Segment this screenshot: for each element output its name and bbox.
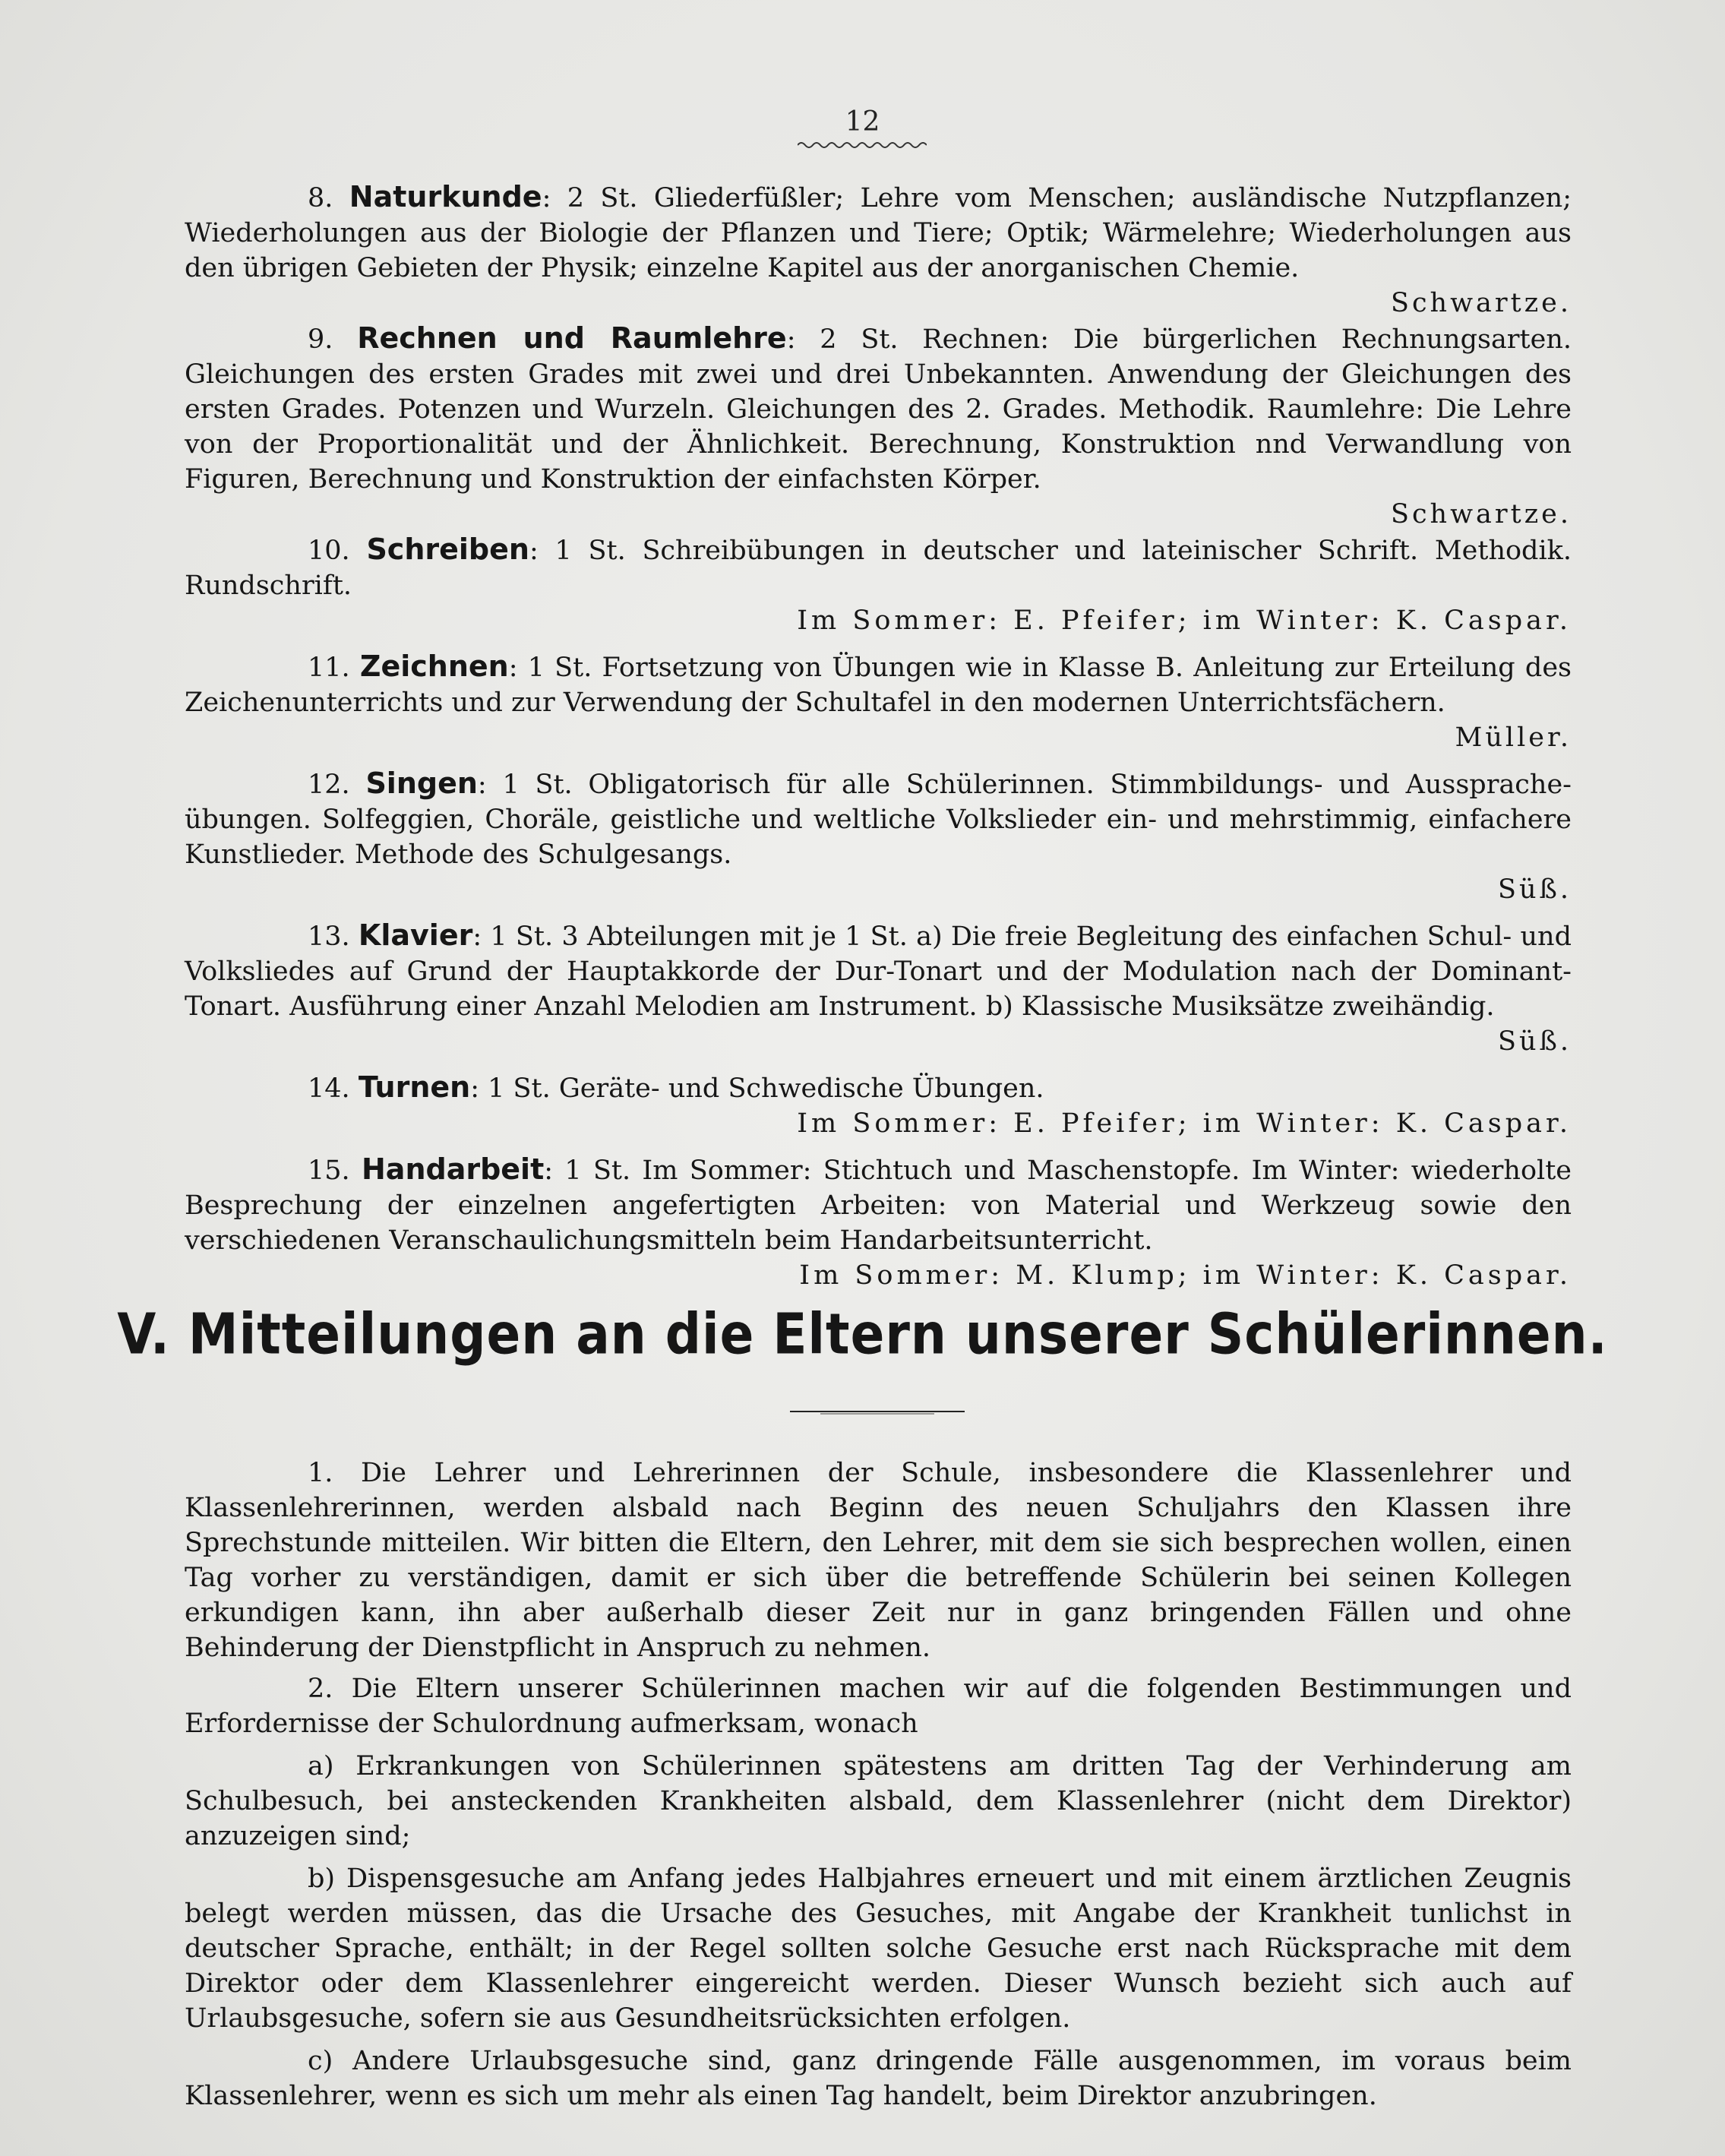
section-heading: V. Mitteilungen an die Eltern unserer Schülerinnen. xyxy=(117,1301,1608,1367)
item-number: 14. xyxy=(308,1073,350,1104)
teacher-name: Im Sommer: E. Pfeifer; im Winter: K. Caspar. xyxy=(797,1108,1572,1139)
teacher-name: Süß. xyxy=(1497,1026,1572,1057)
subject-item-rechnen xyxy=(185,321,1572,532)
subject-name: Singen xyxy=(365,767,478,800)
subject-list xyxy=(185,179,1572,1293)
item-number: 15. xyxy=(308,1155,350,1186)
teacher-name: Süß. xyxy=(1497,874,1572,905)
subject-item-zeichnen xyxy=(185,649,1572,755)
subject-text: : 1 St. Geräte- und Schwedische Übungen. xyxy=(470,1073,1044,1104)
subject-text: : 1 St. Fortsetzung von Übungen wie in Klasse B. Anleitung zur Erteilung des Zeichenunterrichts und zur Verwendung der Schultafel in den modernen Unterrichtsfächern. xyxy=(185,653,1572,718)
item-number: 9. xyxy=(308,324,333,355)
item-number: 11. xyxy=(308,653,350,683)
subject-name: Handarbeit xyxy=(362,1152,545,1186)
notice-paragraph-1: 1. Die Lehrer und Lehrerinnen der Schule, insbesondere die Klassenlehrer und Klassenlehrerinnen, werden alsbald nach Beginn des neuen Schuljahrs den Klassen ihre Sprechstunde mitteilen. Wir bitten die Eltern, den Lehrer, mit dem sie sich besprechen wollen, einen Tag vorher zu verständigen, damit er sich über die betreffende Schülerin bei seinen Kollegen erkundigen kann, ihn aber außerhalb dieser Zeit nur in ganz bringenden Fällen und ohne Behinderung der Dienstpflicht in Anspruch zu nehmen. xyxy=(185,1458,1572,1663)
parents-notice xyxy=(185,1456,1572,2113)
wavy-rule-ornament xyxy=(798,138,927,152)
subject-text: : 2 St. Rechnen: Die bürgerlichen Rechnungsarten. Gleichungen des ersten Grades mit zwei und drei Unbekannten. Anwendung der Gleichungen des ersten Grades. Potenzen und Wurzeln. Gleichungen des 2. Grades. Methodik. Raumlehre: Die Lehre von der Proportionalität und der Ähnlichkeit. Berechnung, Konstruktion nnd Verwandlung von Figuren, Berechnung und Konstruktion der einfachsten Körper. xyxy=(185,324,1572,495)
subject-item-turnen xyxy=(185,1070,1572,1141)
subject-name: Turnen xyxy=(358,1070,471,1104)
page-number: 12 xyxy=(845,106,880,138)
subject-item-schreiben xyxy=(185,532,1572,638)
teacher-name: Im Sommer: E. Pfeifer; im Winter: K. Caspar. xyxy=(797,605,1572,636)
subject-item-singen xyxy=(185,766,1572,907)
item-number: 12. xyxy=(308,770,350,800)
subject-item-handarbeit xyxy=(185,1152,1572,1293)
subject-text: : 1 St. Schreibübungen in deutscher und lateinischer Schrift. Methodik. Rundschrift. xyxy=(185,536,1572,601)
teacher-name: Schwartze. xyxy=(1390,499,1572,530)
item-number: 13. xyxy=(308,922,350,952)
decorative-rule xyxy=(790,1407,965,1416)
subject-name: Klavier xyxy=(358,918,473,952)
teacher-name: Im Sommer: M. Klump; im Winter: K. Caspar. xyxy=(799,1260,1572,1291)
teacher-name: Schwartze. xyxy=(1390,288,1572,318)
notice-item-b: b) Dispensgesuche am Anfang jedes Halbjahres erneuert und mit einem ärztlichen Zeugnis belegt werden müssen, das die Ursache des Gesuches, mit Angabe der Krankheit tunlichst in deutscher Sprache, enthält; in der Regel sollten solche Gesuche erst nach Rücksprache mit dem Direktor oder dem Klassenlehrer eingereicht werden. Dieser Wunsch bezieht sich auch auf Urlaubsgesuche, sofern sie aus Gesundheitsrücksichten erfolgen. xyxy=(185,1864,1572,2034)
subject-text: : 1 St. 3 Abteilungen mit je 1 St. a) Die freie Begleitung des einfachen Schul- und Volksliedes auf Grund der Hauptakkorde der Dur-Tonart und der Modulation nach der Dominant-Tonart. Ausführung einer Anzahl Melodien am Instrument. b) Klassische Musiksätze zweihändig. xyxy=(185,922,1572,1022)
item-number: 8. xyxy=(308,183,333,213)
teacher-name: Müller. xyxy=(1455,722,1572,753)
subject-text: : 1 St. Im Sommer: Stichtuch und Maschenstopfe. Im Winter: wiederholte Besprechung der einzelnen angefertigten Arbeiten: von Material und Werkzeug sowie den verschiedenen Veranschaulichungsmitteln beim Handarbeitsunterricht. xyxy=(185,1155,1572,1256)
item-number: 10. xyxy=(308,536,350,566)
subject-name: Naturkunde xyxy=(349,180,542,213)
notice-item-a: a) Erkrankungen von Schülerinnen spätestens am dritten Tag der Verhinderung am Schulbesuch, bei ansteckenden Krankheiten alsbald, dem Klassenlehrer (nicht dem Direktor) anzuzeigen sind; xyxy=(185,1751,1572,1851)
subject-name: Schreiben xyxy=(366,533,529,566)
notice-item-c: c) Andere Urlaubsgesuche sind, ganz dringende Fälle ausgenommen, im voraus beim Klassenlehrer, wenn es sich um mehr als einen Tag handelt, beim Direktor anzubringen. xyxy=(185,2046,1572,2111)
subject-item-klavier xyxy=(185,918,1572,1059)
notice-paragraph-2: 2. Die Eltern unserer Schülerinnen machen wir auf die folgenden Bestimmungen und Erfordernisse der Schulordnung aufmerksam, wonach xyxy=(185,1674,1572,1739)
subject-item-naturkunde xyxy=(185,179,1572,321)
subject-text: : 1 St. Obligatorisch für alle Schülerinnen. Stimmbildungs- und Aussprache-übungen. Solfeggien, Choräle, geistliche und weltliche Volkslieder ein- und mehrstimmig, einfachere Kunstlieder. Methode des Schulgesangs. xyxy=(185,770,1572,870)
subject-name: Zeichnen xyxy=(359,650,509,683)
subject-text: : 2 St. Gliederfüßler; Lehre vom Menschen; ausländische Nutzpflanzen; Wiederholungen aus der Biologie der Pflanzen und Tiere; Optik; Wärmelehre; Wiederholungen aus den übrigen Gebieten der Physik; einzelne Kapitel aus der anorganischen Chemie. xyxy=(185,183,1572,283)
subject-name: Rechnen und Raumlehre xyxy=(357,321,787,355)
